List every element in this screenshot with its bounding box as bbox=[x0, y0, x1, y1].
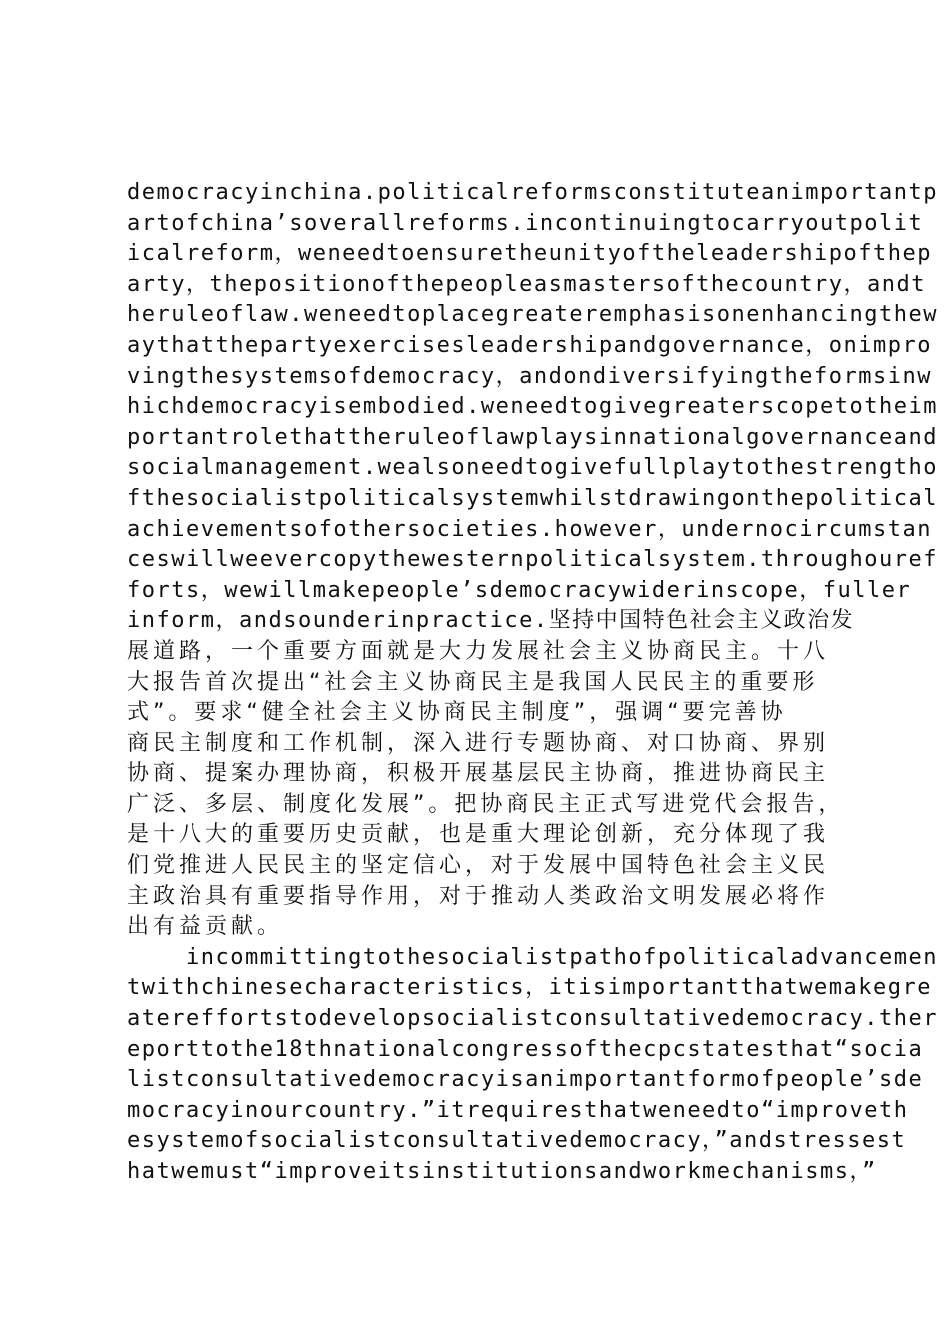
text-line: 是十八大的重要历史贡献，也是重大理论创新，充分体现了我 bbox=[127, 822, 830, 848]
text-line: 广泛、多层、制度化发展”。把协商民主正式写进党代会报告， bbox=[127, 791, 845, 817]
text-line: forts，wewillmakepeople’sdemocracywiderinscope，fuller bbox=[127, 577, 912, 603]
text-line: 主政治具有重要指导作用，对于推动人类政治文明发展必将作 bbox=[127, 883, 830, 909]
text-line: 商民主制度和工作机制，深入进行专题协商、对口协商、界别 bbox=[127, 730, 830, 756]
text-line: listconsultativedemocracyisanimportantformofpeople’sde bbox=[127, 1067, 924, 1093]
text-line: portantrolethattheruleoflawplaysinnationalgovernanceand bbox=[127, 424, 938, 450]
text-line: 协商、提案办理协商，积极开展基层民主协商，推进协商民主 bbox=[127, 761, 830, 787]
text-line: socialmanagement.wealsoneedtogivefullplaytothestrengtho bbox=[127, 455, 938, 481]
text-line: icalreform，weneedtoensuretheunityoftheleadershipofthep bbox=[127, 241, 932, 267]
text-line: 出有益贡献。 bbox=[127, 914, 284, 940]
text-line: hatwemust“improveitsinstitutionsandworkmechanisms，” bbox=[127, 1159, 877, 1184]
text-line: atereffortstodevelopsocialistconsultativedemocracy.ther bbox=[127, 1006, 938, 1032]
text-line: inform，andsounderinpractice.坚持中国特色社会主义政治发 bbox=[127, 608, 855, 634]
text-line: mocracyinourcountry.”itrequiresthatweneedto“improveth bbox=[127, 1097, 909, 1123]
text-line: fthesocialistpoliticalsystemwhilstdrawingonthepolitical bbox=[127, 485, 938, 511]
text-line: 式”。要求“健全社会主义协商民主制度”，强调“要完善协 bbox=[127, 700, 787, 726]
text-line: achievementsofothersocieties.however，undernocircumstan bbox=[127, 516, 932, 542]
text-line: vingthesystemsofdemocracy，andondiversifyingtheformsinw bbox=[127, 363, 932, 389]
text-line: 大报告首次提出“社会主义协商民主是我国人民民主的重要形 bbox=[127, 669, 819, 695]
text-line: incommittingtothesocialistpathofpoliticaladvancemen bbox=[127, 944, 938, 970]
text-line: aythatthepartyexercisesleadershipandgovernance，onimpro bbox=[127, 332, 932, 358]
text-line: 们党推进人民民主的坚定信心，对于发展中国特色社会主义民 bbox=[127, 853, 830, 879]
text-line: esystemofsocialistconsultativedemocracy，”andstressest bbox=[127, 1128, 907, 1154]
text-line: eporttothe18thnationalcongressofthecpcstatesthat“socia bbox=[127, 1036, 924, 1062]
text-line: artofchina’soverallreforms.incontinuingtocarryoutpolit bbox=[127, 210, 924, 236]
text-line: ceswillweevercopythewesternpoliticalsystem.throughouref bbox=[127, 547, 938, 573]
text-line: democracyinchina.politicalreformsconstituteanimportantp bbox=[127, 180, 938, 205]
text-line: 展道路，一个重要方面就是大力发展社会主义协商民主。十八 bbox=[127, 638, 830, 664]
body-text bbox=[127, 178, 938, 1188]
text-line: arty，thepositionofthepeopleasmastersofthecountry，andt bbox=[127, 271, 927, 297]
text-line: twithchinesecharacteristics，itisimportantthatwemakegre bbox=[127, 975, 932, 1001]
text-line: heruleoflaw.weneedtoplacegreateremphasisonenhancingthew bbox=[127, 302, 938, 328]
text-line: hichdemocracyisembodied.weneedtogivegreaterscopetotheim bbox=[127, 394, 938, 420]
